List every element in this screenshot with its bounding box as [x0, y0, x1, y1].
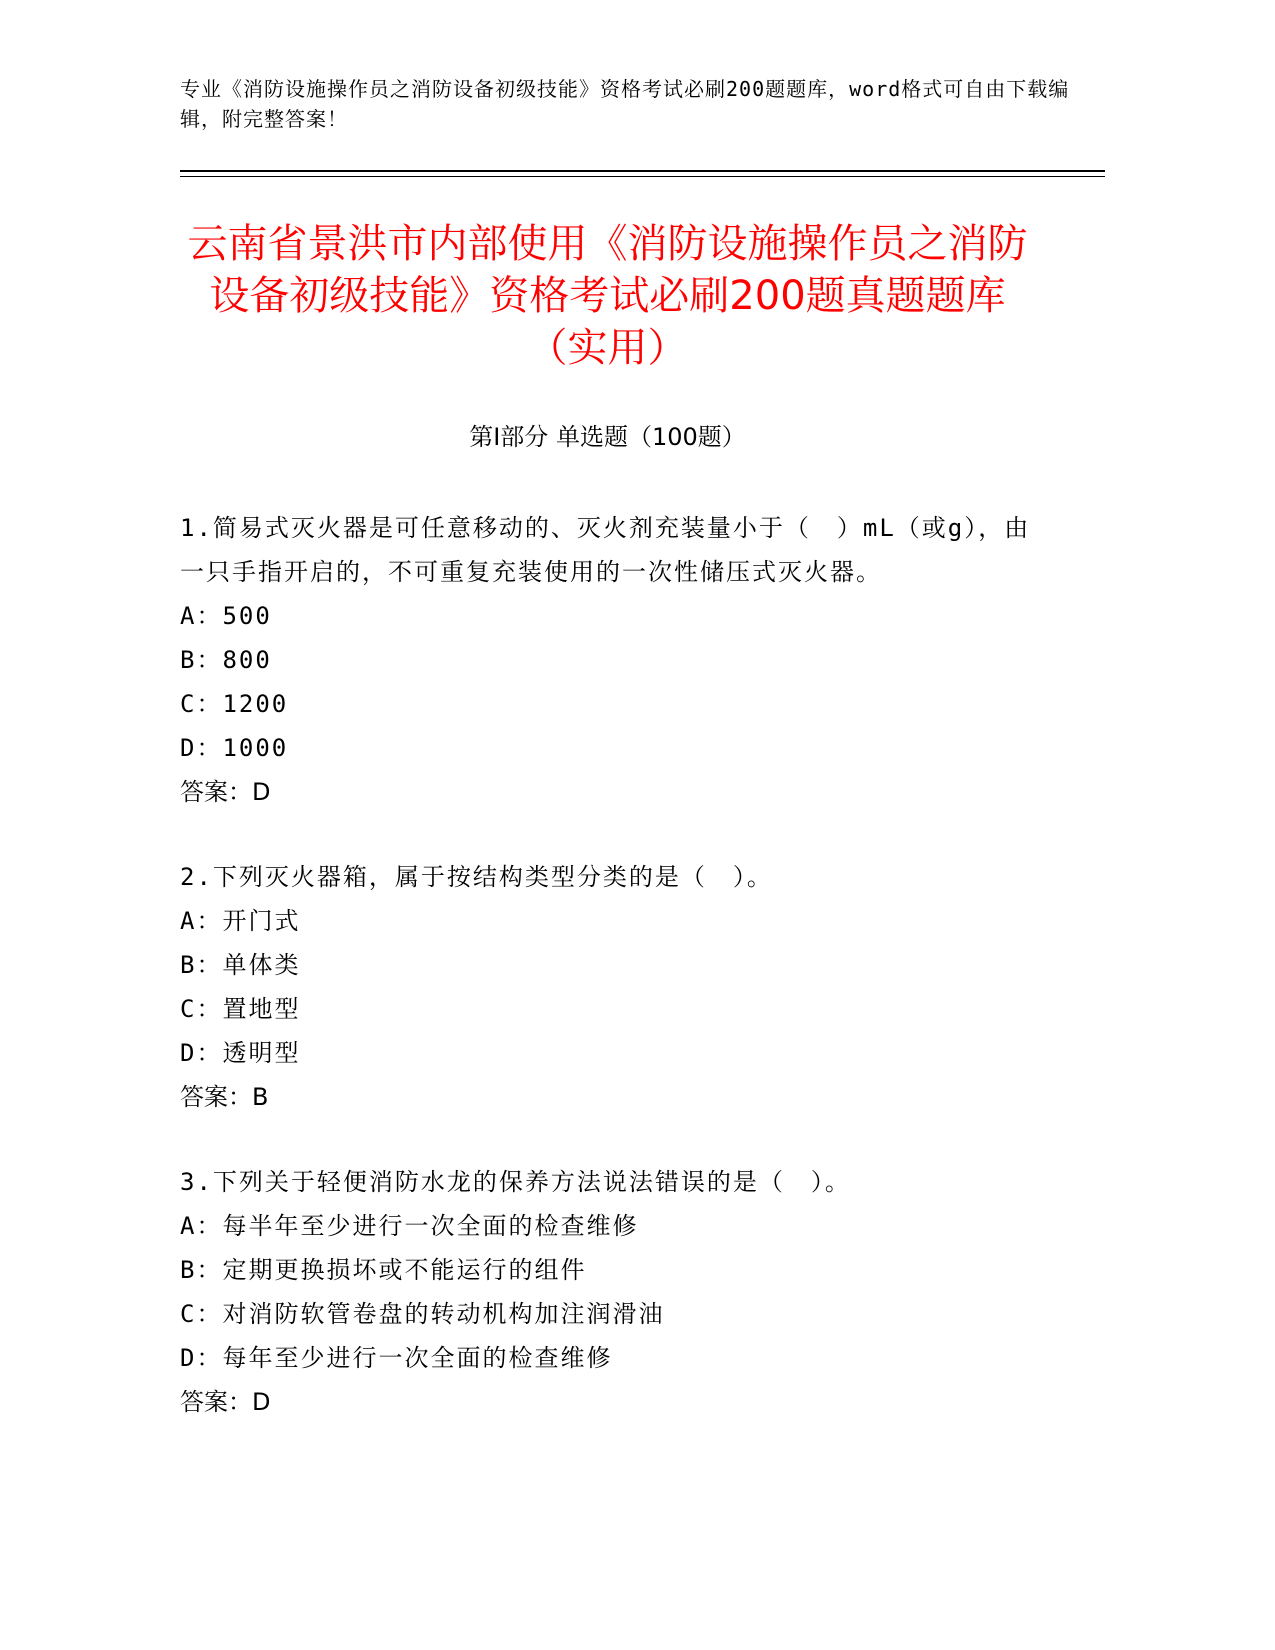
answer-line: 答案：D — [180, 1388, 271, 1416]
option-b: B：800 — [180, 646, 272, 674]
option-d: D：每年至少进行一次全面的检查维修 — [180, 1344, 613, 1372]
option-c: C：置地型 — [180, 995, 301, 1023]
document-title: 云南省景洪市内部使用《消防设施操作员之消防设备初级技能》资格考试必刷200题真题题库（实用） — [187, 221, 1028, 371]
option-d: D：透明型 — [180, 1039, 301, 1067]
option-c: C：1200 — [180, 690, 289, 718]
section-title: 第Ⅰ部分 单选题（100题） — [469, 423, 746, 451]
option-a: A：500 — [180, 602, 272, 630]
question-stem: 1.简易式灭火器是可任意移动的、灭火剂充装量小于（ ）mL（或g），由一只手指开启的，不可重复充装使用的一次性储压式灭火器。 — [180, 514, 1031, 586]
question-2 — [180, 855, 1040, 1119]
header-divider-thin — [180, 176, 1105, 177]
option-d: D：1000 — [180, 734, 289, 762]
option-b: B：单体类 — [180, 951, 301, 979]
answer-line: 答案：D — [180, 778, 271, 806]
option-c: C：对消防软管卷盘的转动机构加注润滑油 — [180, 1300, 665, 1328]
option-b: B：定期更换损坏或不能运行的组件 — [180, 1256, 587, 1284]
header-note: 专业《消防设施操作员之消防设备初级技能》资格考试必刷200题题库，word格式可自由下载编辑，附完整答案！ — [180, 77, 1070, 131]
answer-line: 答案：B — [180, 1083, 269, 1111]
question-stem: 3.下列关于轻便消防水龙的保养方法说法错误的是（ ）。 — [180, 1168, 851, 1196]
option-a: A：开门式 — [180, 907, 301, 935]
question-3 — [180, 1160, 1040, 1424]
question-1 — [180, 506, 1040, 814]
header-divider-thick — [180, 170, 1105, 172]
question-stem: 2.下列灭火器箱，属于按结构类型分类的是（ ）。 — [180, 863, 773, 891]
option-a: A：每半年至少进行一次全面的检查维修 — [180, 1212, 639, 1240]
